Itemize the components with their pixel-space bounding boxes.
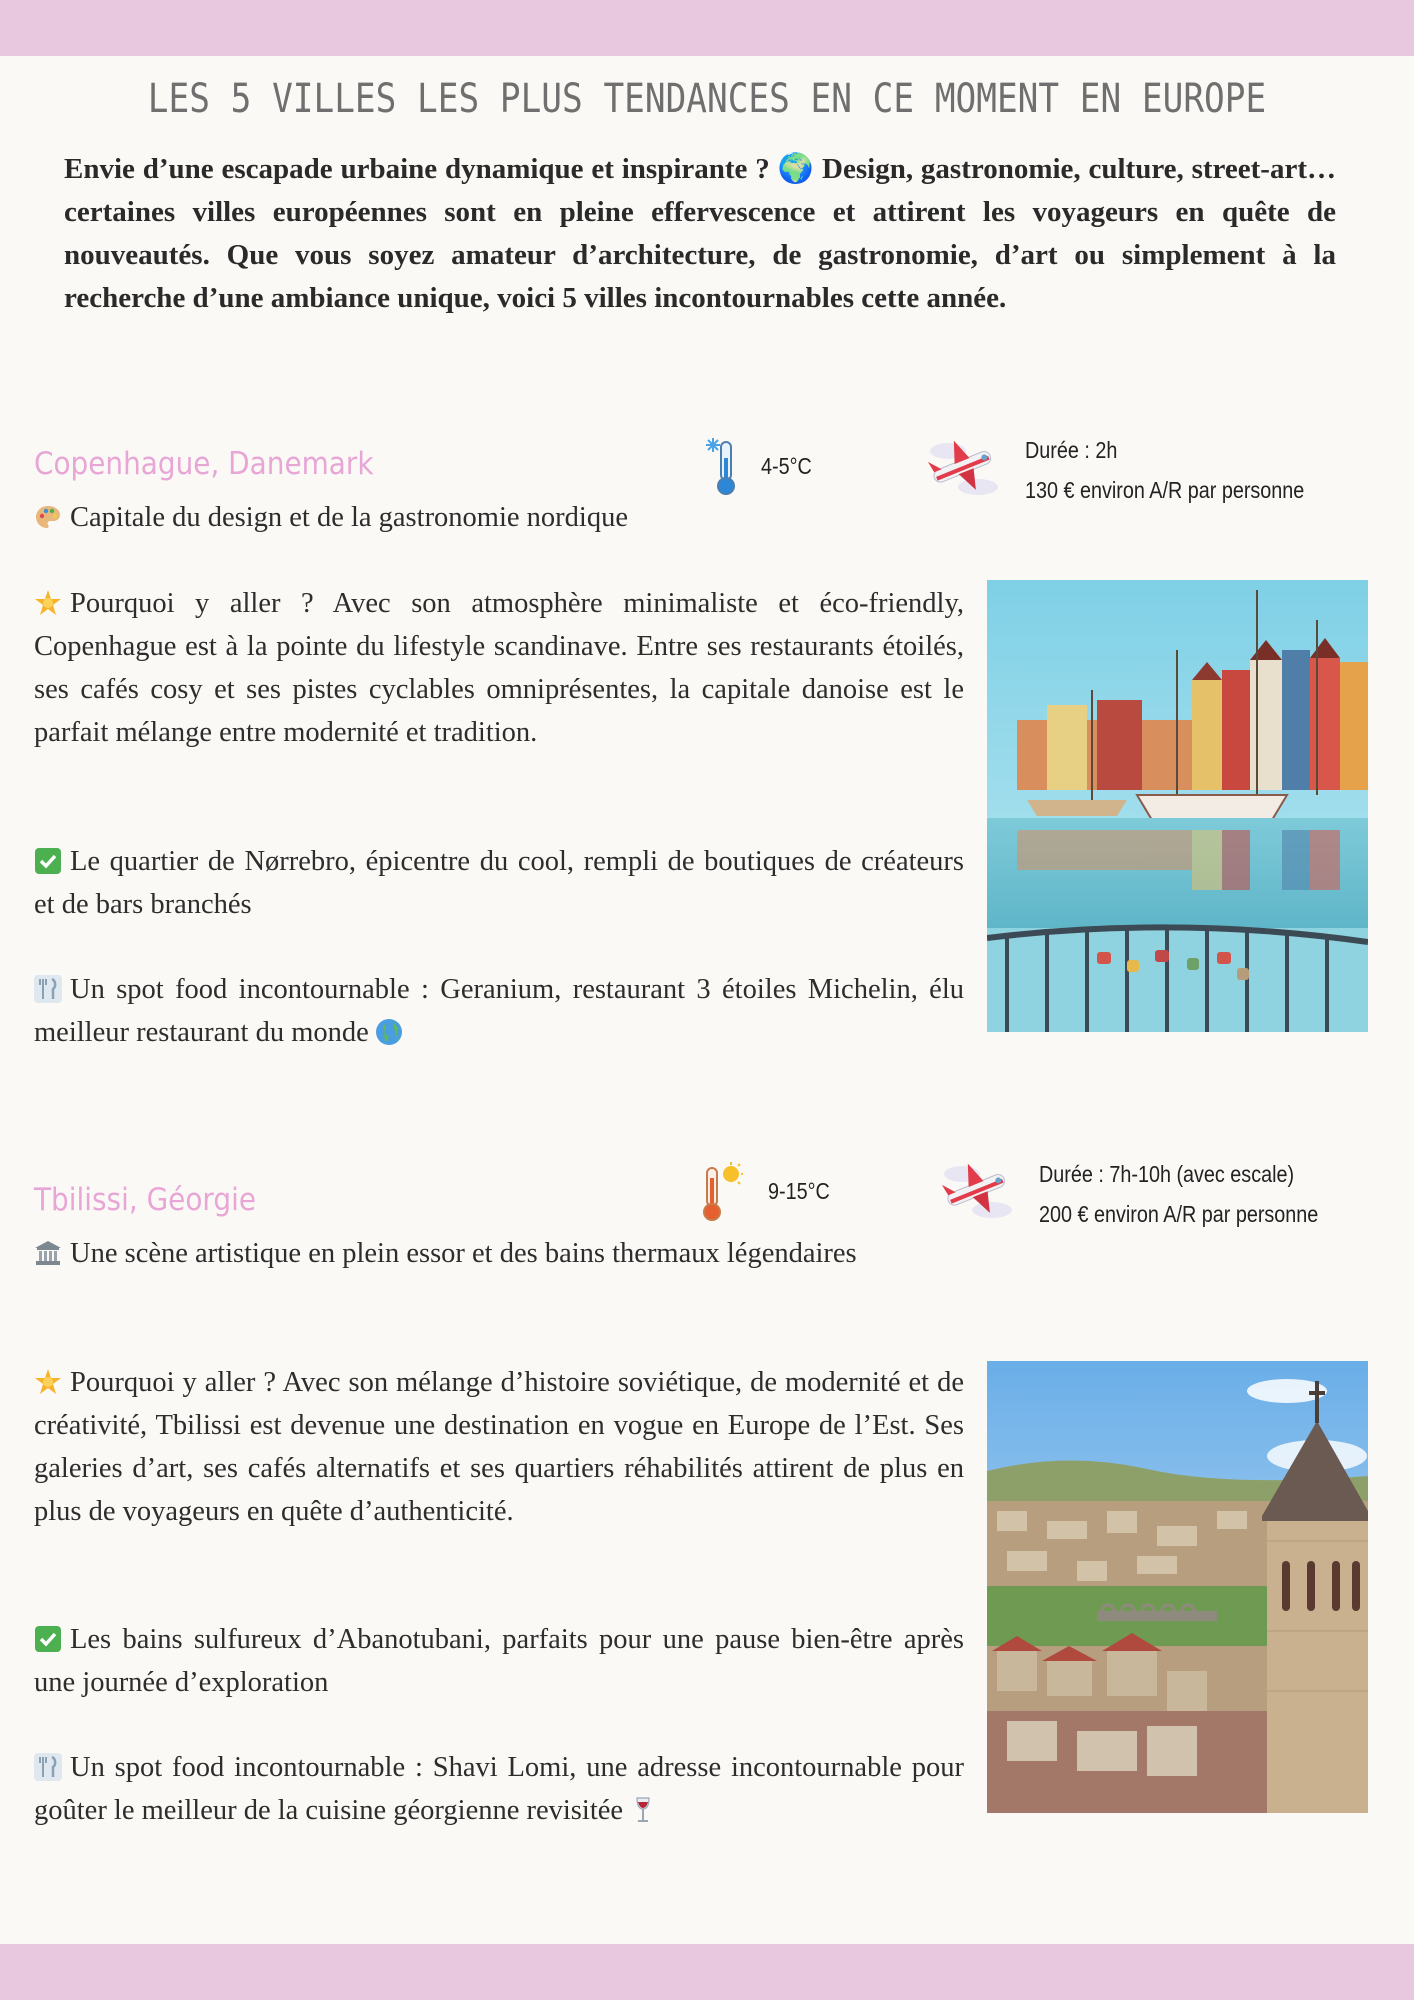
highlight-text: Les bains sulfureux d’Abanotubani, parfaits pour une pause bien-être après une journée d’exploration	[34, 1624, 964, 1698]
flight-price-copenhague: 130 € environ A/R par personne	[1025, 477, 1305, 503]
top-band	[0, 0, 1414, 56]
city-title-tbilissi: Tbilissi, Géorgie	[34, 1182, 257, 1218]
tagline-tbilissi	[34, 1232, 964, 1275]
tagline-text: Capitale du design et de la gastronomie nordique	[70, 502, 628, 533]
wine-glass-icon	[629, 1796, 657, 1824]
intro-paragraph: Envie d’une escapade urbaine dynamique et inspirante ? 🌍 Design, gastronomie, culture, street-art… certaines villes européennes sont en pleine effervescence et attirent les voyageurs en quête de nouveautés. Que vous soyez amateur d’architecture, de gastronomie, d’art ou simplement à la recherche d’une ambiance unique, voici 5 villes incontournables cette année.	[64, 153, 1336, 314]
why-text: Pourquoi y aller ? Avec son mélange d’histoire soviétique, de modernité et de créativité, Tbilissi est devenue une destination en vogue en Europe de l’Est. Ses galeries d’art, ses cafés alternatifs et ses quartiers réhabilités attirent de plus en plus de voyageurs en quête d’authenticité.	[34, 1367, 964, 1527]
page-title: LES 5 VILLES LES PLUS TENDANCES EN CE MOMENT EN EUROPE	[147, 76, 1267, 122]
flight-price-tbilissi: 200 € environ A/R par personne	[1039, 1201, 1319, 1227]
photo-tbilissi	[987, 1361, 1368, 1813]
fork-knife-icon	[34, 1753, 62, 1781]
food-text: Un spot food incontournable : Shavi Lomi, une adresse incontournable pour goûter le meilleur de la cuisine géorgienne revisitée	[34, 1752, 964, 1826]
palette-icon	[34, 503, 62, 531]
museum-icon	[34, 1239, 62, 1267]
why-copenhague	[34, 582, 964, 754]
highlight-tbilissi	[34, 1618, 964, 1704]
flight-duration-tbilissi: Durée : 7h-10h (avec escale)	[1039, 1161, 1295, 1187]
sparkle-icon	[34, 1368, 62, 1396]
photo-copenhague	[987, 580, 1368, 1032]
temperature-tbilissi: 9-15°C	[768, 1178, 830, 1204]
check-mark-icon	[34, 847, 62, 875]
why-text: Pourquoi y aller ? Avec son atmosphère minimaliste et éco-friendly, Copenhague est à la pointe du lifestyle scandinave. Entre ses restaurants étoilés, ses cafés cosy et ses pistes cyclables omniprésentes, la capitale danoise est le parfait mélange entre modernité et tradition.	[34, 588, 964, 748]
city-title-copenhague: Copenhague, Danemark	[34, 446, 374, 482]
airplane-icon	[934, 1156, 1020, 1222]
cold-thermometer-icon	[705, 436, 751, 498]
fork-knife-icon	[34, 975, 62, 1003]
temperature-copenhague: 4-5°C	[761, 453, 812, 479]
tagline-copenhague	[34, 496, 964, 539]
flight-duration-copenhague: Durée : 2h	[1025, 437, 1118, 463]
globe-icon	[375, 1018, 403, 1046]
airplane-icon	[920, 433, 1006, 499]
food-tbilissi	[34, 1746, 964, 1832]
food-text: Un spot food incontournable : Geranium, restaurant 3 étoiles Michelin, élu meilleur restaurant du monde	[34, 974, 964, 1048]
check-mark-icon	[34, 1625, 62, 1653]
why-tbilissi	[34, 1361, 964, 1533]
tagline-text: Une scène artistique en plein essor et des bains thermaux légendaires	[70, 1238, 857, 1269]
sparkle-icon	[34, 589, 62, 617]
highlight-copenhague	[34, 840, 964, 926]
food-copenhague	[34, 968, 964, 1054]
highlight-text: Le quartier de Nørrebro, épicentre du cool, rempli de boutiques de créateurs et de bars branchés	[34, 846, 964, 920]
bottom-band	[0, 1944, 1414, 2000]
hot-thermometer-icon	[697, 1162, 743, 1224]
